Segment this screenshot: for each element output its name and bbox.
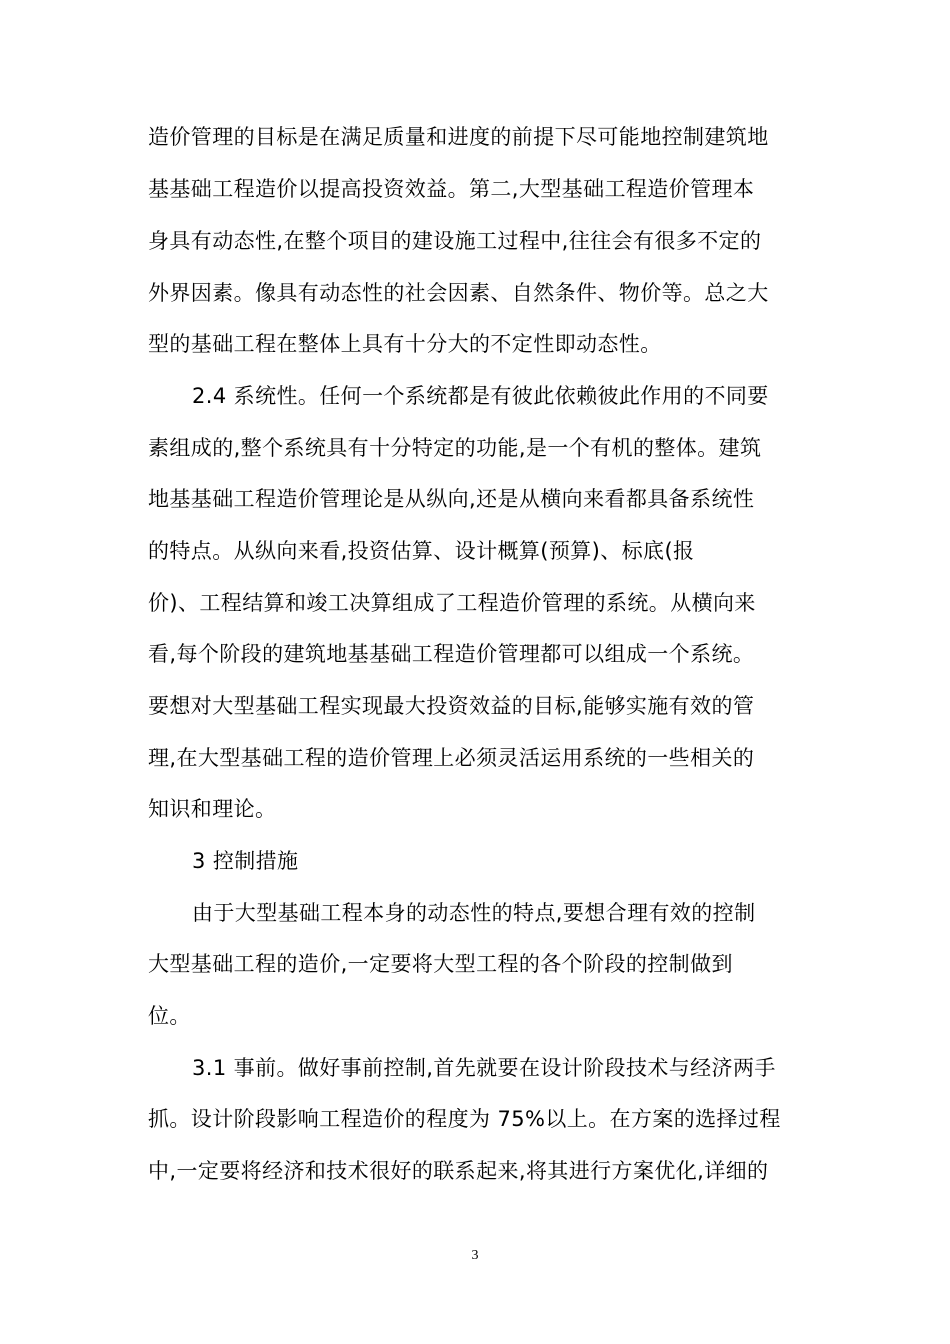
text-line: 知识和理论。 (148, 797, 277, 821)
text-line: 外界因素。像具有动态性的社会因素、自然条件、物价等。总之大 (148, 281, 769, 305)
text-line: 位。 (148, 1004, 191, 1028)
text-line: 中,一定要将经济和技术很好的联系起来,将其进行方案优化,详细的 (148, 1159, 769, 1183)
section-2-4-paragraph-start: 2.4 系统性。任何一个系统都是有彼此依赖彼此作用的不同要 (192, 384, 769, 408)
section-3-1-paragraph-start: 3.1 事前。做好事前控制,首先就要在设计阶段技术与经济两手 (192, 1056, 776, 1080)
text-line: 地基基础工程造价管理论是从纵向,还是从横向来看都具备系统性 (148, 487, 755, 511)
text-line: 价)、工程结算和竣工决算组成了工程造价管理的系统。从横向来 (148, 591, 756, 615)
text-line: 抓。设计阶段影响工程造价的程度为 75%以上。在方案的选择过程 (148, 1107, 781, 1131)
text-line: 的特点。从纵向来看,投资估算、设计概算(预算)、标底(报 (148, 539, 695, 563)
text-line: 型的基础工程在整体上具有十分大的不定性即动态性。 (148, 332, 662, 356)
paragraph-start: 由于大型基础工程本身的动态性的特点,要想合理有效的控制 (192, 901, 756, 925)
text-line: 素组成的,整个系统具有十分特定的功能,是一个有机的整体。建筑 (148, 436, 762, 460)
page-number: 3 (471, 1248, 479, 1263)
text-line: 基基础工程造价以提高投资效益。第二,大型基础工程造价管理本 (148, 177, 755, 201)
text-line: 理,在大型基础工程的造价管理上必须灵活运用系统的一些相关的 (148, 746, 755, 770)
text-line: 看,每个阶段的建筑地基基础工程造价管理都可以组成一个系统。 (148, 642, 755, 666)
text-line: 要想对大型基础工程实现最大投资效益的目标,能够实施有效的管 (148, 694, 755, 718)
text-line: 大型基础工程的造价,一定要将大型工程的各个阶段的控制做到 (148, 952, 733, 976)
text-line: 身具有动态性,在整个项目的建设施工过程中,往往会有很多不定的 (148, 229, 762, 253)
text-line: 造价管理的目标是在满足质量和进度的前提下尽可能地控制建筑地 (148, 125, 769, 149)
section-heading-3: 3 控制措施 (192, 849, 299, 873)
